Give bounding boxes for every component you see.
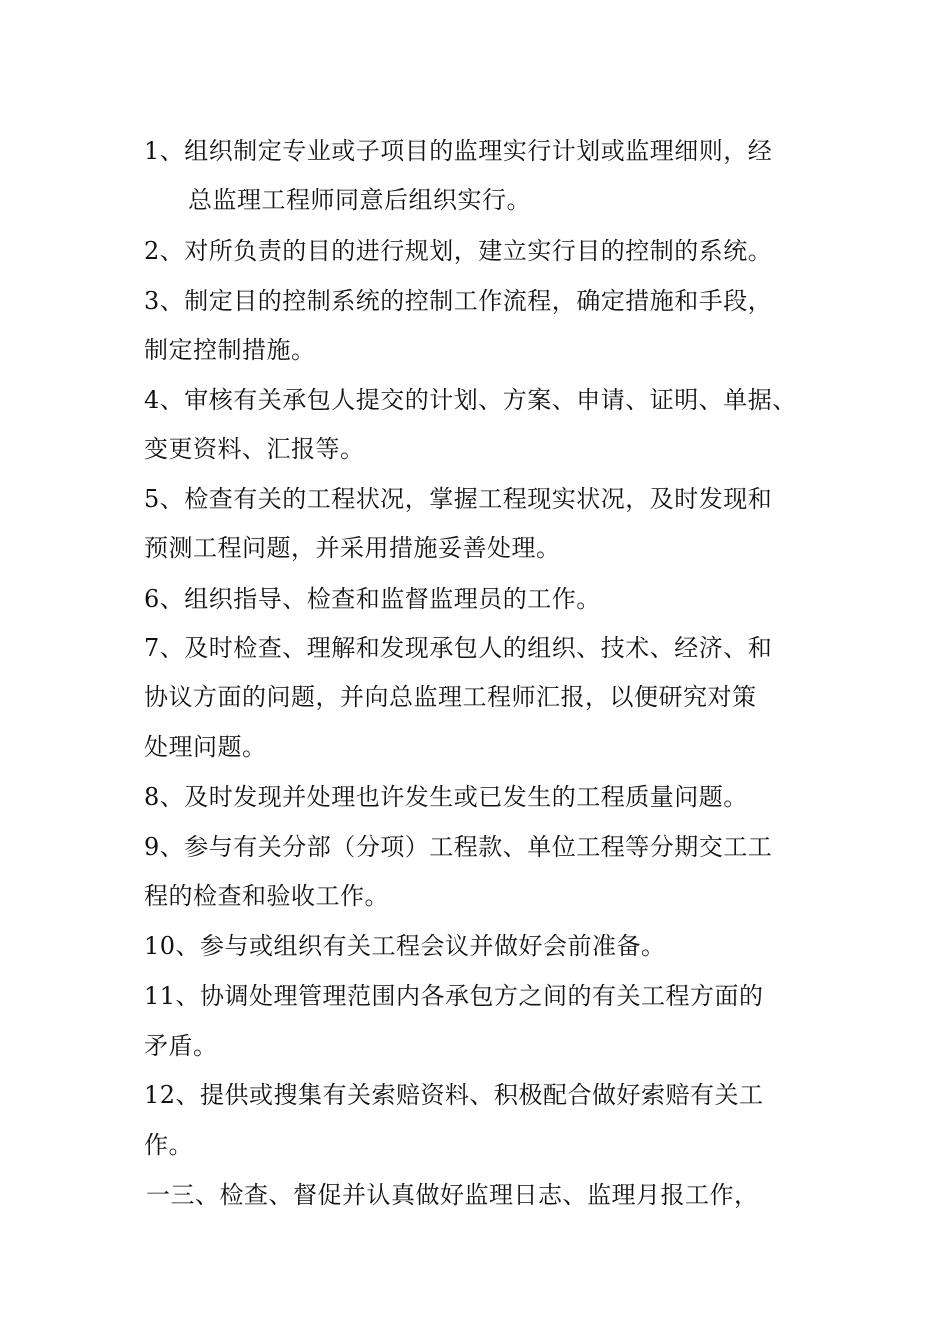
text-line: 一三、检查、督促并认真做好监理日志、监理月报工作， — [146, 1181, 759, 1209]
text-line: 7、及时检查、理解和发现承包人的组织、技术、经济、和 — [144, 634, 773, 662]
text-line: 处理问题。 — [144, 733, 267, 761]
text-line: 程的检查和验收工作。 — [144, 882, 389, 910]
text-line: 11、协调处理管理范围内各承包方之间的有关工程方面的 — [144, 982, 764, 1010]
text-line: 总监理工程师同意后组织实行。 — [188, 186, 531, 214]
text-line: 制定控制措施。 — [144, 336, 316, 364]
text-line: 9、参与有关分部（分项）工程款、单位工程等分期交工工 — [144, 833, 773, 861]
text-line: 3、制定目的控制系统的控制工作流程，确定措施和手段， — [144, 287, 773, 315]
text-line: 预测工程问题，并采用措施妥善处理。 — [144, 534, 561, 562]
text-line: 1、组织制定专业或子项目的监理实行计划或监理细则，经 — [144, 137, 773, 165]
text-line: 矛盾。 — [144, 1032, 218, 1060]
text-line: 协议方面的问题，并向总监理工程师汇报，以便研究对策 — [144, 683, 757, 711]
text-line: 2、对所负责的目的进行规划，建立实行目的控制的系统。 — [144, 237, 773, 265]
text-line: 6、组织指导、检查和监督监理员的工作。 — [144, 585, 601, 613]
text-line: 12、提供或搜集有关索赔资料、积极配合做好索赔有关工 — [144, 1081, 764, 1109]
text-line: 8、及时发现并处理也许发生或已发生的工程质量问题。 — [144, 783, 748, 811]
text-line: 变更资料、汇报等。 — [144, 435, 365, 463]
text-line: 10、参与或组织有关工程会议并做好会前准备。 — [144, 932, 666, 960]
text-line: 5、检查有关的工程状况，掌握工程现实状况，及时发现和 — [144, 485, 773, 513]
text-line: 4、审核有关承包人提交的计划、方案、申请、证明、单据、 — [144, 386, 797, 414]
text-line: 作。 — [144, 1131, 193, 1159]
